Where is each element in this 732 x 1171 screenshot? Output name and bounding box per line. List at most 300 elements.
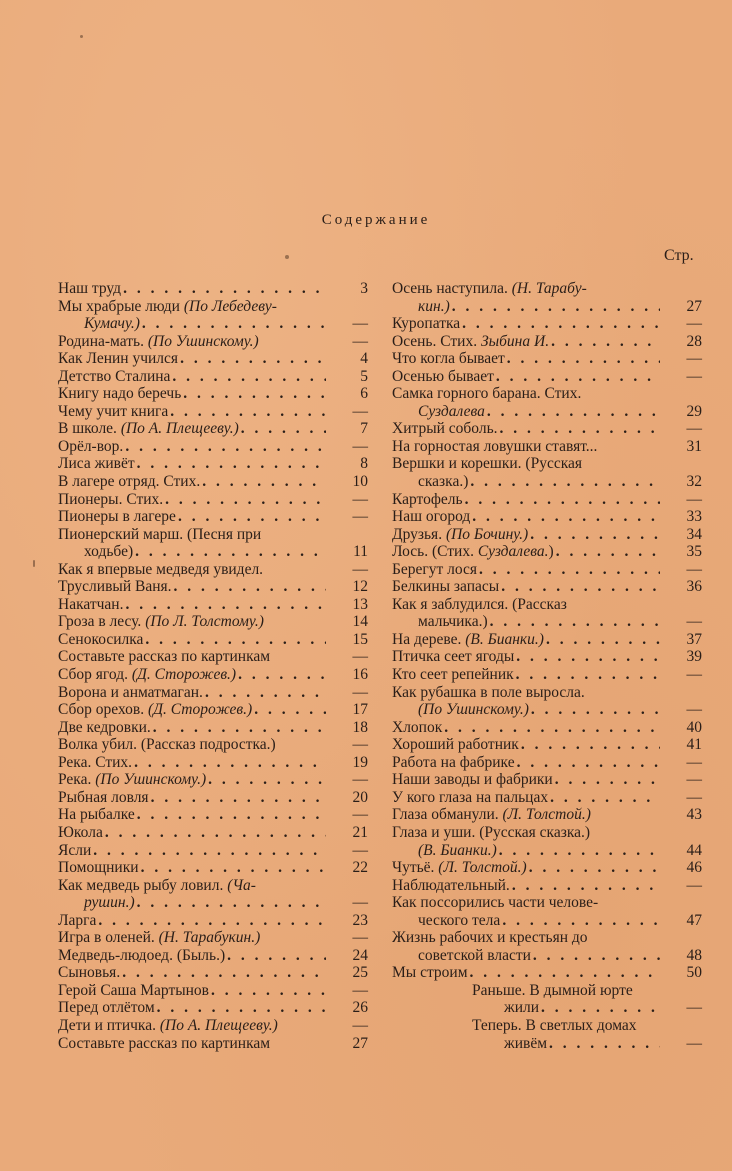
toc-entry[interactable] — [58, 719, 368, 737]
toc-page-number: 7 — [360, 420, 368, 438]
toc-title — [58, 350, 178, 368]
dot-leader — [490, 613, 660, 631]
toc-page-number: 39 — [686, 648, 702, 666]
toc-title-text: Вершки и корешки. (Русская — [392, 455, 583, 473]
toc-entry[interactable] — [58, 298, 368, 333]
toc-entry[interactable] — [58, 771, 368, 789]
toc-line — [58, 491, 368, 509]
dot-leader — [254, 701, 326, 719]
toc-title-text: Пионерский марш. (Песня при — [58, 525, 262, 543]
toc-line — [392, 280, 702, 298]
toc-entry[interactable] — [58, 842, 368, 860]
toc-entry[interactable] — [58, 912, 368, 930]
toc-title-text: На рыбалке — [58, 806, 135, 824]
toc-line — [58, 420, 368, 438]
toc-page-number: 27 — [686, 297, 702, 315]
toc-entry[interactable] — [58, 280, 368, 298]
toc-line — [392, 508, 702, 526]
toc-entry[interactable] — [58, 455, 368, 473]
toc-page-number: — — [352, 894, 368, 912]
toc-page-number: 21 — [352, 823, 368, 841]
toc-line — [392, 491, 702, 509]
toc-entry[interactable] — [392, 771, 702, 789]
toc-title-text: Ларга — [58, 911, 97, 929]
toc-title-text: Наш огород — [392, 508, 471, 526]
toc-line — [392, 368, 702, 386]
toc-author: Кумачу.) — [84, 315, 140, 333]
toc-page-number: 18 — [352, 718, 368, 736]
toc-entry[interactable] — [58, 982, 368, 1000]
toc-page-number: — — [686, 350, 702, 368]
dot-leader — [529, 859, 660, 877]
toc-author: (По А. Плещееву.) — [120, 420, 239, 438]
toc-line — [392, 648, 702, 666]
toc-line — [392, 298, 702, 316]
toc-entry[interactable] — [58, 789, 368, 807]
toc-title-text: Белкины запасы — [392, 578, 500, 596]
toc-line — [58, 350, 368, 368]
toc-line — [392, 894, 702, 912]
toc-entry[interactable] — [392, 736, 702, 754]
toc-entry[interactable] — [392, 754, 702, 772]
dot-leader — [546, 631, 660, 649]
toc-title-text: Куропатка — [392, 315, 461, 333]
toc-title-text: На дереве. — [392, 630, 466, 648]
toc-entry[interactable] — [58, 684, 368, 702]
toc-title-text: Гроза в лесу. — [58, 613, 146, 631]
toc-entry[interactable] — [392, 508, 702, 526]
toc-title — [58, 719, 151, 737]
toc-entry[interactable] — [392, 894, 702, 929]
dot-leader — [202, 473, 326, 491]
toc-entry[interactable] — [392, 684, 702, 719]
ink-speck — [80, 35, 83, 38]
toc-line — [392, 385, 702, 403]
toc-line — [58, 473, 368, 491]
toc-page-number: 27 — [352, 1034, 368, 1052]
toc-page-number: 11 — [353, 543, 368, 561]
toc-entry[interactable] — [392, 824, 702, 859]
dot-leader — [462, 315, 660, 333]
toc-title-text: Составьте рассказ по картинкам — [58, 1034, 271, 1052]
toc-title — [392, 473, 468, 491]
toc-author: (По Бочину.) — [445, 525, 529, 543]
toc-title — [392, 315, 460, 333]
toc-entry[interactable] — [392, 631, 702, 649]
toc-title — [392, 666, 514, 684]
toc-title-text: Ворона и анматмаган. — [58, 683, 203, 701]
toc-page-number: 47 — [686, 911, 702, 929]
toc-page-number: 24 — [352, 946, 368, 964]
toc-entry[interactable] — [58, 561, 368, 579]
toc-line — [58, 912, 368, 930]
toc-title — [58, 385, 181, 403]
toc-line — [58, 368, 368, 386]
toc-title — [58, 684, 203, 702]
dot-leader — [151, 789, 326, 807]
toc-line — [392, 929, 702, 947]
toc-line — [392, 613, 702, 631]
toc-title-text: У кого глаза на пальцах — [392, 788, 549, 806]
toc-line — [58, 298, 368, 316]
toc-line — [58, 315, 368, 333]
toc-line — [392, 596, 702, 614]
toc-line — [58, 333, 368, 351]
toc-entry[interactable] — [58, 859, 368, 877]
toc-title — [392, 543, 554, 561]
dot-leader — [137, 806, 326, 824]
toc-entry[interactable] — [392, 859, 702, 877]
toc-title — [392, 613, 488, 631]
toc-page-number: — — [686, 1034, 702, 1052]
toc-line — [58, 596, 368, 614]
toc-title — [392, 298, 450, 316]
toc-title — [392, 982, 633, 1000]
toc-entry[interactable] — [58, 403, 368, 421]
toc-page-number: — — [352, 648, 368, 666]
toc-entry[interactable] — [58, 613, 368, 631]
toc-line — [392, 403, 702, 421]
toc-entry[interactable] — [392, 578, 702, 596]
toc-title — [58, 473, 200, 491]
dot-leader — [238, 666, 326, 684]
dot-leader — [479, 561, 660, 579]
dot-leader — [141, 859, 326, 877]
toc-entry[interactable] — [58, 420, 368, 438]
toc-title — [392, 385, 581, 403]
toc-page-number: 15 — [352, 630, 368, 648]
toc-page-number: 36 — [686, 578, 702, 596]
toc-line — [392, 754, 702, 772]
toc-title — [58, 859, 139, 877]
toc-entry[interactable] — [392, 315, 702, 333]
toc-title — [392, 754, 515, 772]
toc-entry[interactable] — [58, 754, 368, 772]
toc-line — [58, 719, 368, 737]
toc-author: (Н. Тарабукин.) — [158, 929, 261, 947]
toc-title-text: Волка убил. (Рассказ подростка.) — [58, 736, 276, 754]
toc-title — [392, 736, 519, 754]
dot-leader — [137, 455, 326, 473]
toc-entry[interactable] — [58, 806, 368, 824]
toc-title — [392, 1017, 637, 1035]
toc-entry[interactable] — [392, 648, 702, 666]
toc-entry[interactable] — [58, 631, 368, 649]
dot-leader — [512, 877, 660, 895]
toc-author: (По Лебедеву- — [183, 297, 277, 315]
toc-title — [58, 701, 252, 719]
toc-entry[interactable] — [58, 368, 368, 386]
dot-leader — [142, 315, 326, 333]
toc-title-text: Глаза обманули. — [392, 806, 503, 824]
toc-left-column — [58, 280, 368, 1052]
dot-leader — [516, 648, 660, 666]
toc-author: (Д. Сторожев.) — [147, 701, 253, 719]
toc-entry[interactable] — [392, 526, 702, 544]
toc-entry[interactable] — [392, 806, 702, 824]
toc-entry[interactable] — [392, 1017, 702, 1052]
toc-title — [392, 719, 442, 737]
toc-title — [58, 403, 168, 421]
toc-entry[interactable] — [58, 526, 368, 561]
toc-title — [58, 824, 103, 842]
toc-page-number: 31 — [686, 437, 702, 455]
toc-page-number: — — [686, 876, 702, 894]
toc-entry[interactable] — [58, 736, 368, 754]
toc-title — [58, 666, 236, 684]
dot-leader — [530, 526, 660, 544]
dot-leader — [211, 982, 326, 1000]
toc-title — [58, 561, 263, 579]
toc-entry[interactable] — [58, 666, 368, 684]
toc-entry[interactable] — [392, 666, 702, 684]
toc-line — [392, 1035, 702, 1053]
toc-line — [58, 508, 368, 526]
toc-author: (Ча- — [227, 876, 256, 894]
toc-title-text: Герой Саша Мартынов — [58, 981, 209, 999]
toc-entry[interactable] — [58, 333, 368, 351]
toc-entry[interactable] — [58, 1035, 368, 1053]
toc-line — [392, 350, 702, 368]
toc-title — [58, 648, 270, 666]
toc-line — [58, 877, 368, 895]
toc-entry[interactable] — [392, 982, 702, 1017]
toc-title-text: Две кедровки. — [58, 718, 151, 736]
toc-author: (По А. Плещееву.) — [159, 1016, 278, 1034]
toc-title-text: Пионеры в лагере — [58, 508, 176, 526]
dot-leader — [496, 368, 660, 386]
toc-title — [58, 298, 277, 316]
toc-title — [392, 368, 494, 386]
dot-leader — [500, 420, 660, 438]
toc-entry[interactable] — [58, 999, 368, 1017]
toc-title-text: ческого тела — [418, 911, 501, 929]
toc-line — [392, 315, 702, 333]
toc-entry[interactable] — [392, 964, 702, 982]
toc-title-text: Работа на фабрике — [392, 753, 515, 771]
toc-title — [58, 1035, 270, 1053]
toc-entry[interactable] — [392, 491, 702, 509]
toc-page-number: 26 — [352, 999, 368, 1017]
toc-entry[interactable] — [392, 789, 702, 807]
toc-page-number: — — [352, 315, 368, 333]
toc-page-number: 32 — [686, 473, 702, 491]
toc-title — [58, 420, 239, 438]
toc-title — [392, 947, 531, 965]
toc-page-number: — — [352, 508, 368, 526]
toc-page-number: 28 — [686, 332, 702, 350]
toc-title-text: Раньше. В дымной юрте — [472, 981, 633, 999]
toc-entry[interactable] — [58, 438, 368, 456]
toc-title — [392, 701, 529, 719]
toc-title — [392, 684, 585, 702]
toc-page-number: — — [352, 841, 368, 859]
toc-line — [58, 578, 368, 596]
toc-title — [58, 929, 260, 947]
toc-entry[interactable] — [58, 929, 368, 947]
dot-leader — [145, 631, 326, 649]
toc-title-text: Накатчан. — [58, 595, 124, 613]
toc-author: рушин.) — [84, 894, 135, 912]
toc-title — [58, 789, 149, 807]
toc-page-number: — — [352, 332, 368, 350]
toc-entry[interactable] — [392, 385, 702, 420]
toc-line — [58, 929, 368, 947]
toc-page-number: 41 — [686, 736, 702, 754]
toc-title — [392, 912, 500, 930]
toc-entry[interactable] — [392, 368, 702, 386]
toc-title — [392, 596, 567, 614]
toc-title-text: Наблюдательный. — [392, 876, 510, 894]
toc-line — [392, 561, 702, 579]
toc-entry[interactable] — [58, 947, 368, 965]
toc-author: (В. Бианки.) — [418, 841, 497, 859]
toc-title-text: Ясли — [58, 841, 92, 859]
toc-title — [58, 455, 135, 473]
toc-line — [58, 631, 368, 649]
toc-entry[interactable] — [58, 508, 368, 526]
toc-page-number: 40 — [686, 718, 702, 736]
toc-title — [392, 842, 497, 860]
toc-title-text: Как рубашка в поле выросла. — [392, 683, 585, 701]
toc-line — [392, 1017, 702, 1035]
toc-page-number: — — [686, 613, 702, 631]
toc-page-number: — — [352, 929, 368, 947]
toc-line — [58, 947, 368, 965]
dot-leader — [499, 842, 660, 860]
toc-page-number: — — [686, 771, 702, 789]
toc-title-text: Перед отлётом — [58, 999, 155, 1017]
toc-page-number: — — [686, 788, 702, 806]
toc-entry[interactable] — [392, 438, 702, 456]
toc-title — [58, 1017, 278, 1035]
toc-entry[interactable] — [58, 701, 368, 719]
toc-line — [392, 631, 702, 649]
toc-entry[interactable] — [392, 561, 702, 579]
toc-entry[interactable] — [392, 280, 702, 315]
toc-author: кин.) — [418, 297, 450, 315]
toc-title — [392, 648, 514, 666]
toc-title-text: Чему учит книга — [58, 402, 169, 420]
toc-line — [58, 789, 368, 807]
toc-entry[interactable] — [58, 824, 368, 842]
dot-leader — [125, 596, 326, 614]
toc-entry[interactable] — [392, 596, 702, 631]
toc-entry[interactable] — [392, 350, 702, 368]
toc-title-text: Берегут лося — [392, 560, 478, 578]
toc-entry[interactable] — [58, 578, 368, 596]
toc-title-text: Река. — [58, 771, 96, 789]
toc-entry[interactable] — [58, 350, 368, 368]
toc-entry[interactable] — [58, 1017, 368, 1035]
toc-entry[interactable] — [58, 648, 368, 666]
toc-page-number: 6 — [360, 385, 368, 403]
toc-line — [392, 964, 702, 982]
toc-title — [392, 578, 499, 596]
toc-line — [392, 719, 702, 737]
toc-page-number: 3 — [360, 280, 368, 297]
toc-line — [392, 947, 702, 965]
toc-title-text: В лагере отряд. Стих. — [58, 473, 201, 491]
toc-title-text: Родина-мать. — [58, 332, 148, 350]
dot-leader — [507, 350, 660, 368]
toc-entry[interactable] — [58, 385, 368, 403]
toc-title-text: мальчика.) — [418, 613, 488, 631]
toc-entry[interactable] — [392, 719, 702, 737]
toc-entry[interactable] — [392, 455, 702, 490]
toc-entry[interactable] — [392, 420, 702, 438]
dot-leader — [157, 999, 326, 1017]
toc-entry[interactable] — [58, 964, 368, 982]
toc-page-number: — — [686, 315, 702, 333]
toc-title — [58, 280, 121, 298]
toc-title-text: Хитрый соболь. — [392, 420, 498, 438]
toc-title — [392, 403, 485, 421]
dot-leader — [470, 473, 660, 491]
dot-leader — [137, 894, 326, 912]
toc-title — [58, 438, 123, 456]
toc-title-text: Чутьё. — [392, 859, 439, 877]
dot-leader — [444, 719, 660, 737]
dot-leader — [531, 701, 660, 719]
toc-line — [392, 789, 702, 807]
toc-page-number: — — [686, 753, 702, 771]
toc-entry[interactable] — [58, 596, 368, 614]
toc-line — [58, 771, 368, 789]
toc-title — [58, 631, 143, 649]
toc-entry[interactable] — [392, 333, 702, 351]
toc-author: Зыбина И. — [480, 332, 550, 350]
dot-leader — [551, 333, 660, 351]
toc-entry[interactable] — [392, 543, 702, 561]
toc-entry[interactable] — [58, 491, 368, 509]
dot-leader — [205, 684, 326, 702]
toc-title — [58, 578, 172, 596]
dot-leader — [533, 947, 660, 965]
toc-line — [58, 613, 368, 631]
toc-line — [58, 403, 368, 421]
toc-page-number: — — [686, 701, 702, 719]
toc-line — [392, 877, 702, 895]
toc-title — [58, 368, 170, 386]
toc-entry[interactable] — [392, 877, 702, 895]
toc-line — [58, 648, 368, 666]
toc-page-number: 50 — [686, 964, 702, 982]
toc-line — [58, 1035, 368, 1053]
toc-entry[interactable] — [58, 473, 368, 491]
toc-title-text: Картофель — [392, 490, 463, 508]
toc-page-number: 43 — [686, 806, 702, 824]
toc-title — [58, 526, 261, 544]
toc-entry[interactable] — [392, 929, 702, 964]
toc-title — [58, 613, 264, 631]
toc-title-text: Как я впервые медведя увидел. — [58, 560, 264, 578]
toc-page-number: 12 — [352, 578, 368, 596]
toc-entry[interactable] — [58, 877, 368, 912]
toc-line — [392, 684, 702, 702]
toc-line — [58, 1017, 368, 1035]
toc-line — [392, 999, 702, 1017]
toc-title — [392, 771, 553, 789]
dot-leader — [174, 578, 326, 596]
toc-page-number: 20 — [352, 788, 368, 806]
dot-leader — [487, 403, 660, 421]
toc-line — [392, 420, 702, 438]
dot-leader — [134, 754, 326, 772]
toc-page-number: 48 — [686, 946, 702, 964]
toc-title — [58, 982, 209, 1000]
toc-title-text: В школе. — [58, 420, 121, 438]
